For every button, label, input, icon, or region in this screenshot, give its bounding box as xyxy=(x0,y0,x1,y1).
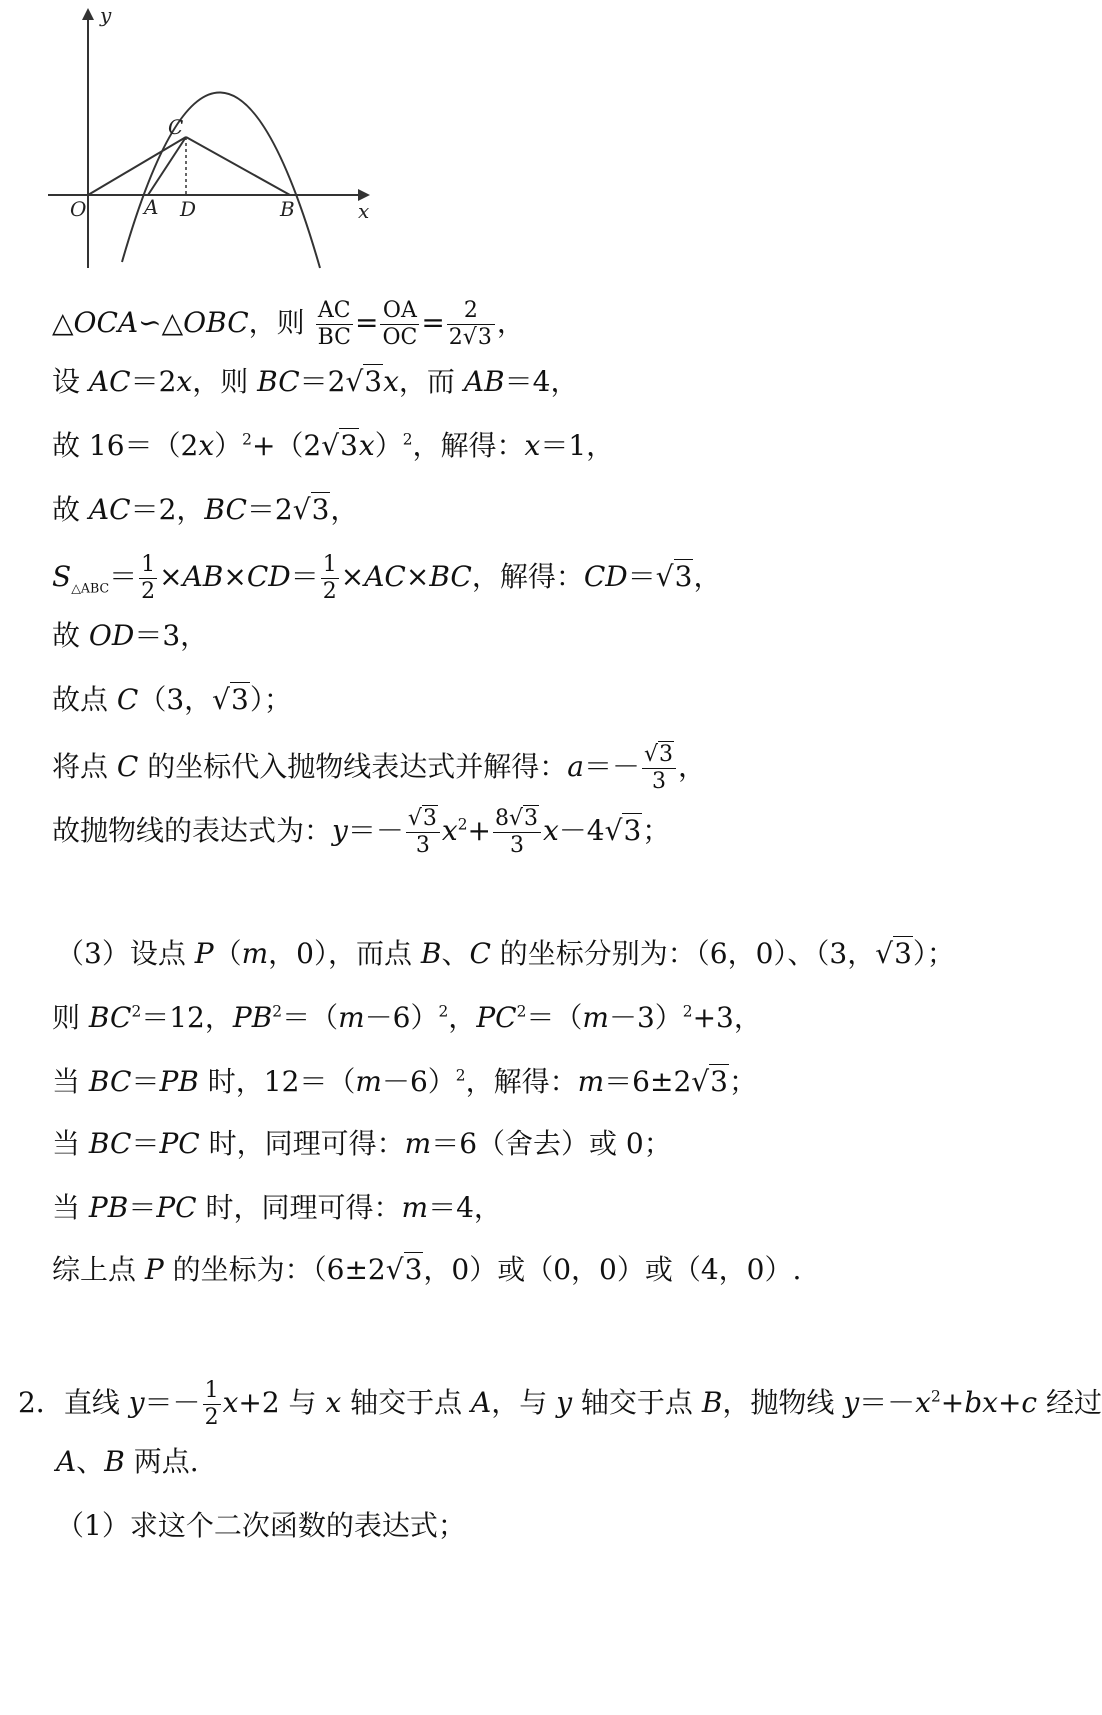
parabola-figure xyxy=(40,0,380,280)
line-od: 故 OD＝3， xyxy=(52,619,209,652)
line-case-pb-pc: 当 PB＝PC 时，同理可得：m＝4， xyxy=(52,1191,502,1224)
fraction-one-half: $\frac{1}{2}$ xyxy=(141,552,156,604)
line-squared-lengths: 则 $BC^2=12$，$PB^2=(m-6)^2$，$PC^2=(m-3)^2+3$， xyxy=(52,1001,762,1034)
line-conclusion: 综上点 P 的坐标为：（6±2√3，0）或（0，0）或（4，0）. xyxy=(52,1253,802,1286)
fraction-sqrt3-3-b: $\frac{√3}{3}$ xyxy=(406,806,440,859)
line-similar-triangles: △OCA∽△OBC，则 $\frac{AC}{BC}$ = $\frac{OA}{OC}$ = $\frac{2}{2√3}$ ， xyxy=(52,298,525,350)
line-area-abc: $S_{\triangle ABC}=$ $\frac{1}{2}$ ×AB×CD＝ $\frac{1}{2}$ ×AC×BC，解得：CD＝√3， xyxy=(52,552,722,604)
segment-ac xyxy=(148,137,186,195)
parabola-curve xyxy=(122,92,320,268)
line-let-ac: 设 AC＝2x，则 BC＝2√3x，而 AB＝4， xyxy=(52,365,579,398)
y-axis-arrow xyxy=(82,8,94,20)
fraction-sqrt3-3: $\frac{√3}{3}$ xyxy=(642,742,676,795)
fraction-2-2sqrt3: $\frac{2}{2√3}$ xyxy=(447,298,495,351)
line-case-bc-pb: 当 BC＝PB 时，$12=(m-6)^2$，解得：m＝6±2√3； xyxy=(52,1065,757,1098)
label-y: y xyxy=(100,3,112,27)
line-solve-a: 将点 C 的坐标代入抛物线表达式并解得：a＝－ $\frac{√3}{3}$ ， xyxy=(52,742,707,794)
line-problem-2: 2．直线 y＝－ $\frac{1}{2}$ x+2 与 x 轴交于点 A，与 y 轴交于点 B，抛物线 $y=-x^2+bx+c$ 经过 xyxy=(18,1378,1102,1430)
label-c: C xyxy=(168,115,184,139)
line-point-c: 故点 C（3，√3）； xyxy=(52,683,292,716)
fraction-one-half-2: $\frac{1}{2}$ xyxy=(322,552,337,604)
line-solve-x: 故 $16=(2x)^2+(2√3x)^2$，解得：x＝1， xyxy=(52,429,615,462)
line-problem-2-part1: （1）求这个二次函数的表达式； xyxy=(56,1509,466,1542)
line-case-bc-pc: 当 BC＝PC 时，同理可得：m＝6（舍去）或 0； xyxy=(52,1127,672,1160)
line-parabola-expression: 故抛物线的表达式为：y＝－ $\frac{√3}{3}$ $x^2+$ $\frac{8√3}{3}$ x－4√3； xyxy=(52,806,671,858)
label-x: x xyxy=(358,199,370,223)
line-part3-setup: （3）设点 P（m，0），而点 B、C 的坐标分别为：（6，0）、（3，√3）； xyxy=(56,937,955,970)
segment-oc xyxy=(88,137,186,195)
label-a: A xyxy=(144,195,159,219)
fraction-ac-bc: $\frac{AC}{BC}$ xyxy=(317,298,351,350)
line-ac-bc-values: 故 AC＝2，BC＝2√3， xyxy=(52,493,359,526)
fraction-oa-oc: $\frac{OA}{OC}$ xyxy=(382,298,418,350)
label-o: O xyxy=(70,197,87,221)
fraction-one-half-3: $\frac{1}{2}$ xyxy=(204,1378,219,1430)
label-b: B xyxy=(280,197,295,221)
line-problem-2-cont: A、B 两点. xyxy=(56,1445,199,1478)
fraction-8sqrt3-3: $\frac{8√3}{3}$ xyxy=(493,806,541,859)
label-d: D xyxy=(180,197,197,221)
